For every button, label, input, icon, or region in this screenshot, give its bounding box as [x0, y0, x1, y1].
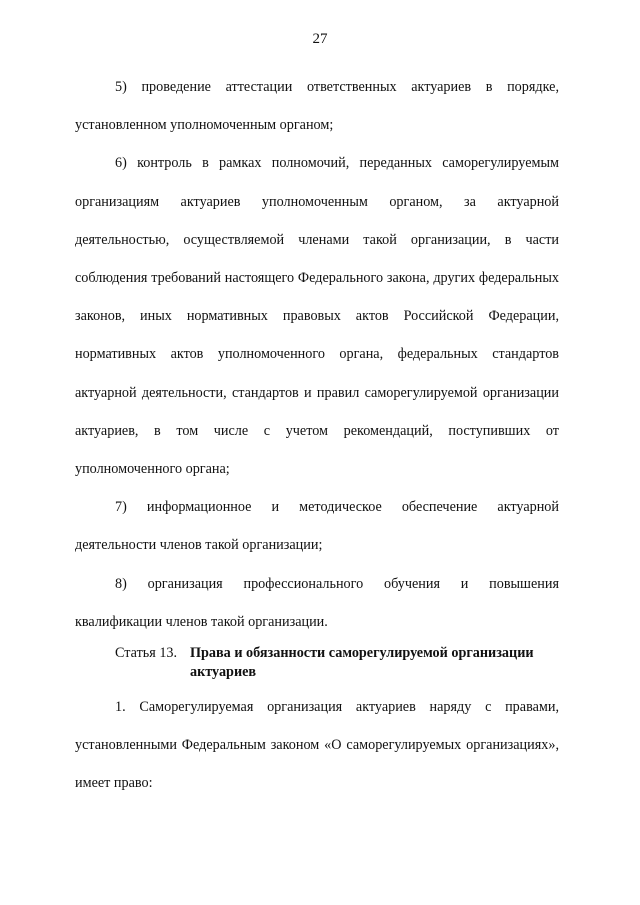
article-paragraph-1: 1. Саморегулируемая организация актуариев наряду с правами, установленными Федеральным законом «О саморегулируемых организациях», имеет право:: [75, 699, 559, 792]
article-number: Статья 13.: [115, 645, 178, 662]
document-body: [75, 68, 559, 803]
paragraph-item-8: 8) организация профессионального обучения и повышения квалификации членов такой организации.: [75, 575, 559, 630]
paragraph-item-6: 6) контроль в рамках полномочий, переданных саморегулируемым организациям актуариев уполномоченным органом, за актуарной деятельностью, осуществляемой членами такой организации, в части соблюдения требований настоящего Федерального закона, других федеральных законов, иных нормативных правовых актов Российской Федерации, нормативных актов уполномоченного органа, федеральных стандартов актуарной деятельности, стандартов и правил саморегулируемой организации актуариев, в том числе с учетом рекомендаций, поступивших от уполномоченного органа;: [75, 155, 559, 478]
page-number: 27: [312, 31, 328, 47]
paragraph-item-7: 7) информационное и методическое обеспечение актуарной деятельности членов такой организации;: [75, 499, 559, 554]
article-heading: [75, 644, 559, 682]
paragraph-item-5: 5) проведение аттестации ответственных актуариев в порядке, установленном уполномоченным органом;: [75, 79, 559, 134]
article-title: Права и обязанности саморегулируемой организации актуариев: [190, 645, 534, 681]
